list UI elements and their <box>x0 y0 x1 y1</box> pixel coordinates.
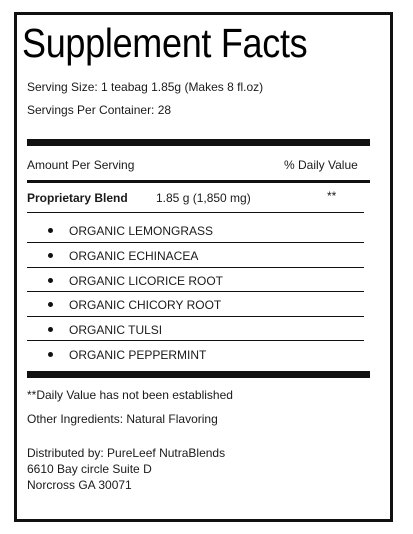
blend-amount: 1.85 g (1,850 mg) <box>156 191 251 205</box>
row-divider <box>27 242 364 243</box>
row-divider <box>27 212 364 213</box>
ingredient-item: ORGANIC TULSI <box>69 323 163 337</box>
panel-title: Supplement Facts <box>22 20 308 66</box>
ingredient-item: ORGANIC LEMONGRASS <box>69 224 214 238</box>
bullet-icon <box>48 302 53 307</box>
serving-size: Serving Size: 1 teabag 1.85g (Makes 8 fl.oz) <box>27 80 264 94</box>
distributor-city: Norcross GA 30071 <box>27 478 132 492</box>
amount-per-serving-header: Amount Per Serving <box>27 158 135 172</box>
distributor-name: Distributed by: PureLeef NutraBlends <box>27 446 226 460</box>
other-ingredients: Other Ingredients: Natural Flavoring <box>27 412 218 426</box>
bullet-icon <box>48 327 53 332</box>
bullet-icon <box>48 278 53 283</box>
medium-divider <box>27 180 370 183</box>
thick-divider <box>27 371 370 378</box>
blend-name: Proprietary Blend <box>27 191 128 205</box>
ingredient-item: ORGANIC LICORICE ROOT <box>69 274 224 288</box>
footnote: **Daily Value has not been established <box>27 388 233 402</box>
daily-value-header: % Daily Value <box>284 158 358 172</box>
bullet-icon <box>48 228 53 233</box>
row-divider <box>27 340 364 341</box>
distributor-street: 6610 Bay circle Suite D <box>27 462 152 476</box>
ingredient-item: ORGANIC CHICORY ROOT <box>69 298 222 312</box>
bullet-icon <box>48 253 53 258</box>
thick-divider <box>27 139 370 146</box>
row-divider <box>27 267 364 268</box>
blend-daily-value: ** <box>327 189 337 203</box>
row-divider <box>27 291 364 292</box>
servings-per-container: Servings Per Container: 28 <box>27 103 172 117</box>
row-divider <box>27 316 364 317</box>
ingredient-item: ORGANIC PEPPERMINT <box>69 348 207 362</box>
ingredient-item: ORGANIC ECHINACEA <box>69 249 199 263</box>
bullet-icon <box>48 352 53 357</box>
